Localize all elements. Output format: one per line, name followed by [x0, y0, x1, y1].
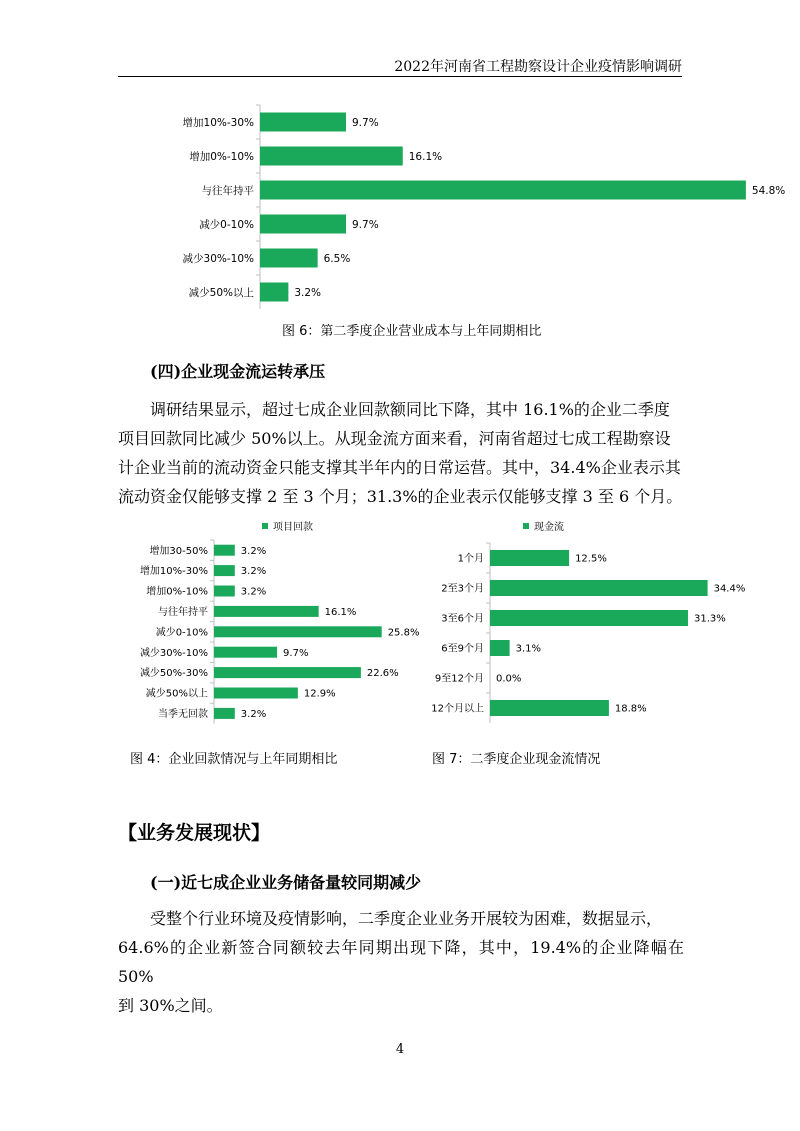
- figure7-chart: [420, 518, 746, 728]
- page-number: 4: [395, 1042, 405, 1057]
- value-label: 22.6%: [366, 668, 399, 680]
- figure4-svg: [112, 518, 420, 728]
- section4-paragraph: [118, 395, 684, 511]
- value-label: 3.1%: [515, 643, 542, 655]
- section4-line-3: 计企业当前的流动资金只能支撑其半年内的日常运营。其中，34.4%企业表示其: [118, 458, 681, 477]
- category-label: 12个月以上: [431, 703, 484, 715]
- category-label: 1个月: [457, 553, 484, 565]
- value-label: 3.2%: [240, 545, 267, 557]
- section4-line-2: 项目回款同比减少 50%以上。从现金流方面来看，河南省超过七成工程勘察设: [118, 429, 671, 448]
- category-label: 增加30-50%: [149, 545, 208, 557]
- legend-swatch: [262, 523, 268, 529]
- legend-label: 项目回款: [273, 522, 313, 533]
- figure7-svg: [420, 518, 746, 728]
- legend-swatch: [523, 523, 529, 529]
- figure4-caption: 图 4：企业回款情况与上年同期相比: [130, 752, 338, 767]
- value-label: 9.7%: [352, 116, 379, 129]
- category-label: 增加0%-10%: [189, 150, 254, 163]
- value-label: 3.2%: [294, 286, 322, 299]
- bar: [214, 647, 277, 658]
- value-label: 12.5%: [575, 553, 607, 565]
- section4-line-1: 调研结果显示，超过七成企业回款额同比下降，其中 16.1%的企业二季度: [150, 400, 670, 419]
- business-paragraph: [118, 904, 684, 1020]
- figure7-caption: 图 7：二季度企业现金流情况: [432, 752, 601, 767]
- category-label: 与往年持平: [201, 184, 254, 197]
- value-label: 18.8%: [614, 703, 647, 715]
- category-label: 6至9个月: [441, 643, 484, 655]
- category-label: 增加10%-30%: [139, 566, 208, 578]
- section4-line-4: 流动资金仅能够支撑 2 至 3 个月；31.3%的企业表示仅能够支撑 3 至 6 个月。: [118, 487, 683, 506]
- value-label: 34.4%: [713, 583, 746, 595]
- bar: [214, 565, 235, 576]
- bar: [490, 550, 569, 566]
- bar: [214, 688, 298, 699]
- business-line-2: 64.6%的企业新签合同额较去年同期出现下降，其中，19.4%的企业降幅在 50%: [118, 938, 684, 986]
- bar: [214, 708, 235, 719]
- category-label: 减少50%以上: [145, 688, 208, 700]
- value-label: 3.2%: [240, 709, 267, 720]
- value-label: 3.2%: [240, 586, 267, 598]
- category-label: 减少30%-10%: [182, 252, 254, 265]
- category-label: 增加10%-30%: [182, 116, 254, 129]
- figure4-chart: [112, 518, 420, 728]
- bar: [260, 215, 346, 234]
- category-label: 减少0-10%: [155, 627, 208, 639]
- value-label: 9.7%: [352, 218, 379, 231]
- category-label: 减少0-10%: [199, 218, 254, 231]
- figure6-svg: [130, 100, 786, 315]
- category-label: 9至12个月: [434, 673, 484, 685]
- header-rule: [118, 76, 682, 77]
- value-label: 16.1%: [324, 607, 357, 618]
- running-header: 2022年河南省工程勘察设计企业疫情影响调研: [394, 59, 682, 75]
- value-label: 3.2%: [240, 566, 267, 578]
- bar: [490, 610, 688, 626]
- category-label: 当季无回款: [158, 709, 208, 720]
- value-label: 16.1%: [408, 150, 443, 163]
- business-sub-heading: (一)近七成企业业务储备量较同期减少: [150, 873, 422, 892]
- bar: [260, 147, 403, 166]
- bar: [214, 545, 235, 556]
- business-heading: 【业务发展现状】: [118, 822, 271, 844]
- bar: [260, 181, 746, 200]
- value-label: 25.8%: [387, 627, 420, 639]
- value-label: 31.3%: [693, 613, 726, 625]
- bar: [214, 606, 319, 617]
- business-line-3: 到 30%之间。: [118, 996, 223, 1015]
- bar: [260, 283, 288, 302]
- category-label: 减少50%以上: [188, 286, 254, 299]
- category-label: 减少50%-30%: [139, 668, 208, 680]
- value-label: 0.0%: [496, 673, 522, 685]
- bar: [490, 580, 708, 596]
- bar: [214, 626, 382, 637]
- bar: [214, 667, 361, 678]
- bar: [260, 113, 346, 132]
- bar: [490, 640, 510, 656]
- category-label: 增加0%-10%: [146, 586, 208, 598]
- category-label: 减少30%-10%: [139, 647, 208, 659]
- legend-label: 现金流: [534, 522, 564, 533]
- category-label: 3至6个月: [441, 613, 484, 625]
- value-label: 6.5%: [323, 252, 351, 265]
- value-label: 9.7%: [283, 647, 309, 659]
- value-label: 54.8%: [751, 184, 786, 197]
- figure6-chart: [130, 100, 786, 315]
- bar: [214, 586, 235, 597]
- category-label: 与往年持平: [158, 607, 208, 618]
- figure6-caption: 图 6：第二季度企业营业成本与上年同期相比: [282, 324, 542, 339]
- category-label: 2至3个月: [441, 583, 484, 595]
- value-label: 12.9%: [303, 688, 336, 700]
- bar: [490, 700, 609, 716]
- section4-heading: (四)企业现金流运转承压: [150, 362, 326, 381]
- business-line-1: 受整个行业环境及疫情影响，二季度企业业务开展较为困难，数据显示，: [150, 909, 663, 928]
- bar: [260, 249, 318, 268]
